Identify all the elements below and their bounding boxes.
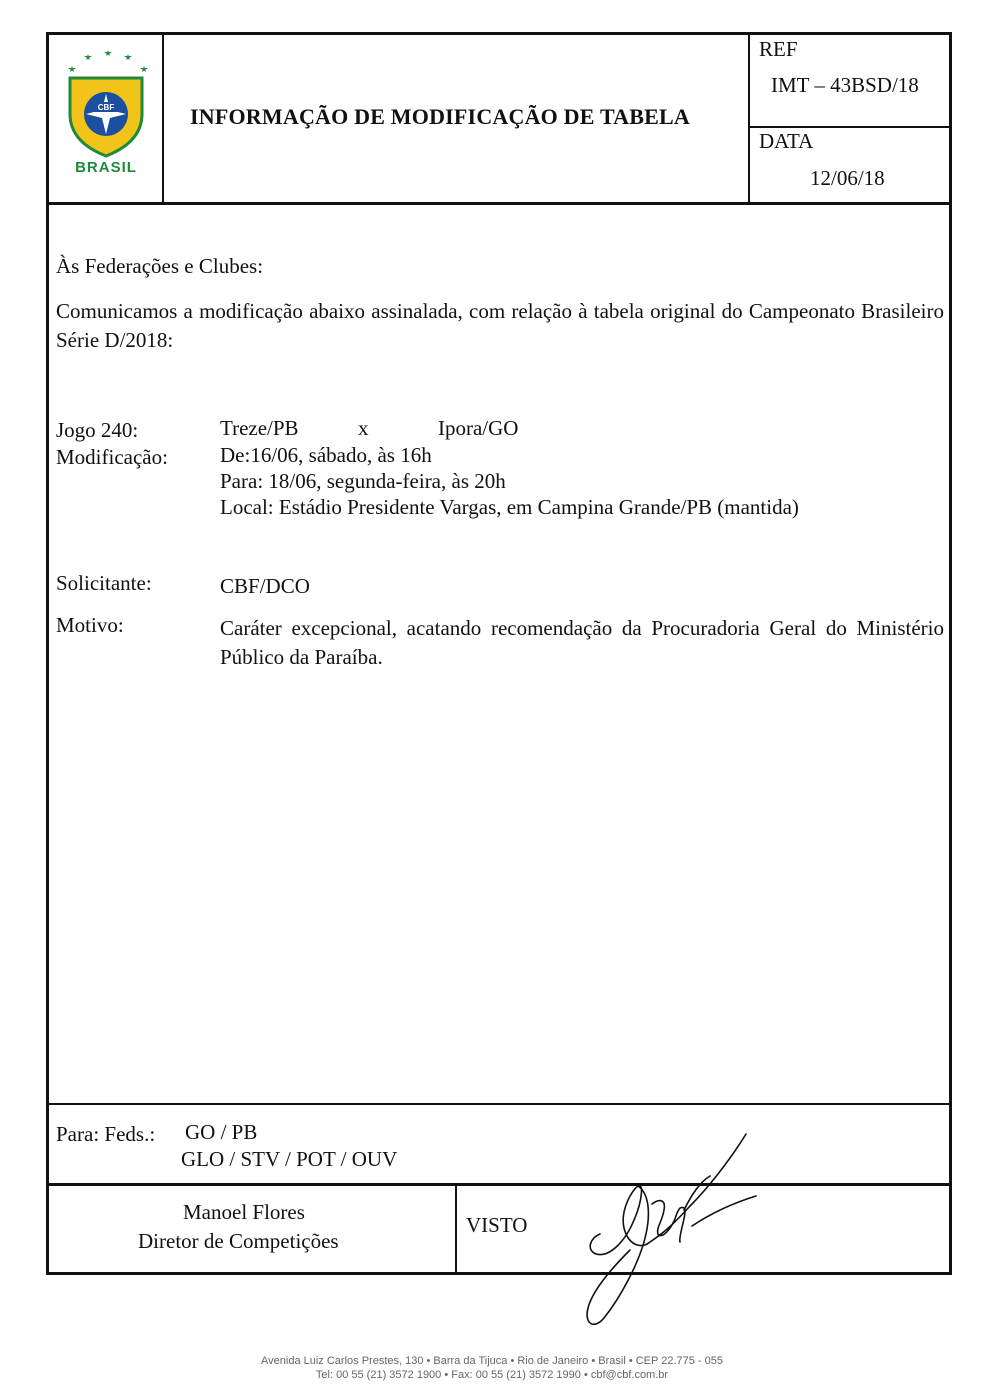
stars bbox=[68, 50, 148, 72]
reason-value: Caráter excepcional, acatando recomendação da Procuradoria Geral do Ministério Público da Paraíba. bbox=[220, 616, 944, 669]
date-value: 12/06/18 bbox=[810, 166, 885, 190]
requester-value: CBF/DCO bbox=[220, 574, 310, 598]
salutation: Às Federações e Clubes: bbox=[56, 254, 264, 278]
intro-paragraph: Comunicamos a modificação abaixo assinalada, com relação à tabela original do Campeonato Brasileiro Série D/2018: bbox=[56, 299, 944, 352]
cbf-logo bbox=[60, 44, 152, 176]
distribution-top-border bbox=[46, 1103, 952, 1105]
header-bottom-border bbox=[46, 202, 952, 205]
header-ref-date-divider bbox=[748, 126, 952, 128]
modification-label: Modificação: bbox=[56, 445, 168, 469]
to-line: Para: 18/06, segunda-feira, às 20h bbox=[220, 469, 506, 493]
footer-address: Avenida Luiz Carlos Prestes, 130 • Barra da Tijuca • Rio de Janeiro • Brasil • CEP 22.775 - 055 bbox=[261, 1355, 723, 1367]
handwritten-signature bbox=[580, 1130, 770, 1330]
signoff-divider bbox=[455, 1183, 457, 1275]
requester-label: Solicitante: bbox=[56, 571, 152, 595]
signatory-name: Manoel Flores bbox=[183, 1200, 305, 1224]
distribution-line1: GO / PB bbox=[185, 1120, 258, 1144]
header-divider-right bbox=[748, 32, 750, 204]
ref-value: IMT – 43BSD/18 bbox=[771, 73, 919, 97]
away-team: Ipora/GO bbox=[438, 416, 519, 440]
signoff-top-border bbox=[46, 1183, 952, 1186]
logo-brasil-text: BRASIL bbox=[75, 159, 137, 176]
distribution-line2: GLO / STV / POT / OUV bbox=[181, 1147, 398, 1171]
logo-badge-text: CBF bbox=[97, 103, 115, 112]
document-title: INFORMAÇÃO DE MODIFICAÇÃO DE TABELA bbox=[190, 104, 690, 129]
date-label: DATA bbox=[759, 129, 814, 153]
venue-line: Local: Estádio Presidente Vargas, em Campina Grande/PB (mantida) bbox=[220, 495, 799, 519]
versus-mark: x bbox=[358, 416, 369, 440]
from-line: De:16/06, sábado, às 16h bbox=[220, 443, 432, 467]
ref-label: REF bbox=[759, 37, 798, 61]
home-team: Treze/PB bbox=[220, 416, 299, 440]
footer-contact: Tel: 00 55 (21) 3572 1900 • Fax: 00 55 (21) 3572 1990 • cbf@cbf.com.br bbox=[315, 1369, 669, 1381]
header-divider-left bbox=[162, 32, 164, 204]
game-label: Jogo 240: bbox=[56, 418, 139, 442]
visto-label: VISTO bbox=[466, 1213, 528, 1237]
reason-label: Motivo: bbox=[56, 613, 124, 637]
distribution-label: Para: Feds.: bbox=[56, 1122, 156, 1146]
signatory-role: Diretor de Competições bbox=[138, 1229, 339, 1253]
